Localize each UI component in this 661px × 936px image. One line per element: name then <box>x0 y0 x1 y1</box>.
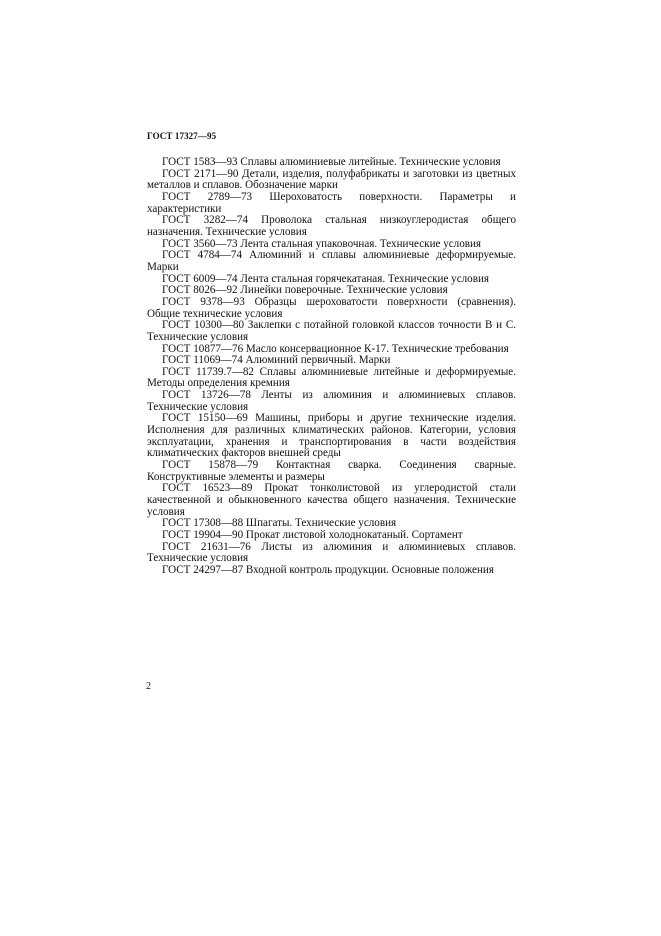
reference-item: ГОСТ 16523—89 Прокат тонколистовой из углеродистой стали качественной и обыкновенного качества общего назначения. Технические условия <box>147 482 516 518</box>
reference-item: ГОСТ 9378—93 Образцы шероховатости поверхности (сравнения). Общие технические условия <box>147 295 516 320</box>
reference-item: ГОСТ 21631—76 Листы из алюминия и алюминиевых сплавов. Технические условия <box>147 540 516 565</box>
reference-item: ГОСТ 6009—74 Лента стальная горячекатаная. Технические условия <box>162 272 489 285</box>
page-header-doc-code: ГОСТ 17327—95 <box>147 131 217 141</box>
reference-item: ГОСТ 15150—69 Машины, приборы и другие технические изделия. Исполнения для различных климатических районов. Категории, условия эксплуатации, хранения и транспортирования в части воздействия климатических факторов внешней среды <box>147 412 516 460</box>
reference-item: ГОСТ 13726—78 Ленты из алюминия и алюминиевых сплавов. Технические условия <box>147 389 516 413</box>
reference-item: ГОСТ 8026—92 Линейки поверочные. Технические условия <box>162 284 448 297</box>
page-number: 2 <box>146 681 151 692</box>
reference-item: ГОСТ 3282—74 Проволока стальная низкоуглеродистая общего назначения. Технические условия <box>147 214 516 238</box>
reference-item: ГОСТ 15878—79 Контактная сварка. Соединения сварные. Конструктивные элементы и размеры <box>147 459 516 483</box>
reference-item: ГОСТ 2789—73 Шероховатость поверхности. Параметры и характеристики <box>147 190 516 215</box>
reference-item: ГОСТ 3560—73 Лента стальная упаковочная. Технические условия <box>162 237 482 250</box>
reference-item: ГОСТ 10300—80 Заклепки с потайной головкой классов точности В и С. Технические условия <box>147 319 516 343</box>
reference-item: ГОСТ 4784—74 Алюминий и сплавы алюминиевые деформируемые. Марки <box>147 249 516 273</box>
reference-item: ГОСТ 10877—76 Масло консервационное К-17. Технические требования <box>162 342 509 355</box>
reference-item: ГОСТ 11069—74 Алюминий первичный. Марки <box>162 354 391 367</box>
normative-references-list <box>147 157 516 577</box>
reference-item: ГОСТ 2171—90 Детали, изделия, полуфабрикаты и заготовки из цветных металлов и сплавов. Обозначение марки <box>147 167 516 192</box>
reference-item: ГОСТ 17308—88 Шпагаты. Технические условия <box>162 517 397 530</box>
reference-item: ГОСТ 24297—87 Входной контроль продукции. Основные положения <box>162 563 494 576</box>
reference-item: ГОСТ 1583—93 Сплавы алюминиевые литейные. Технические условия <box>162 156 501 168</box>
reference-item: ГОСТ 19904—90 Прокат листовой холоднокатаный. Сортамент <box>162 529 463 541</box>
reference-item: ГОСТ 11739.7—82 Сплавы алюминиевые литейные и деформируемые. Методы определения кремния <box>147 365 516 390</box>
